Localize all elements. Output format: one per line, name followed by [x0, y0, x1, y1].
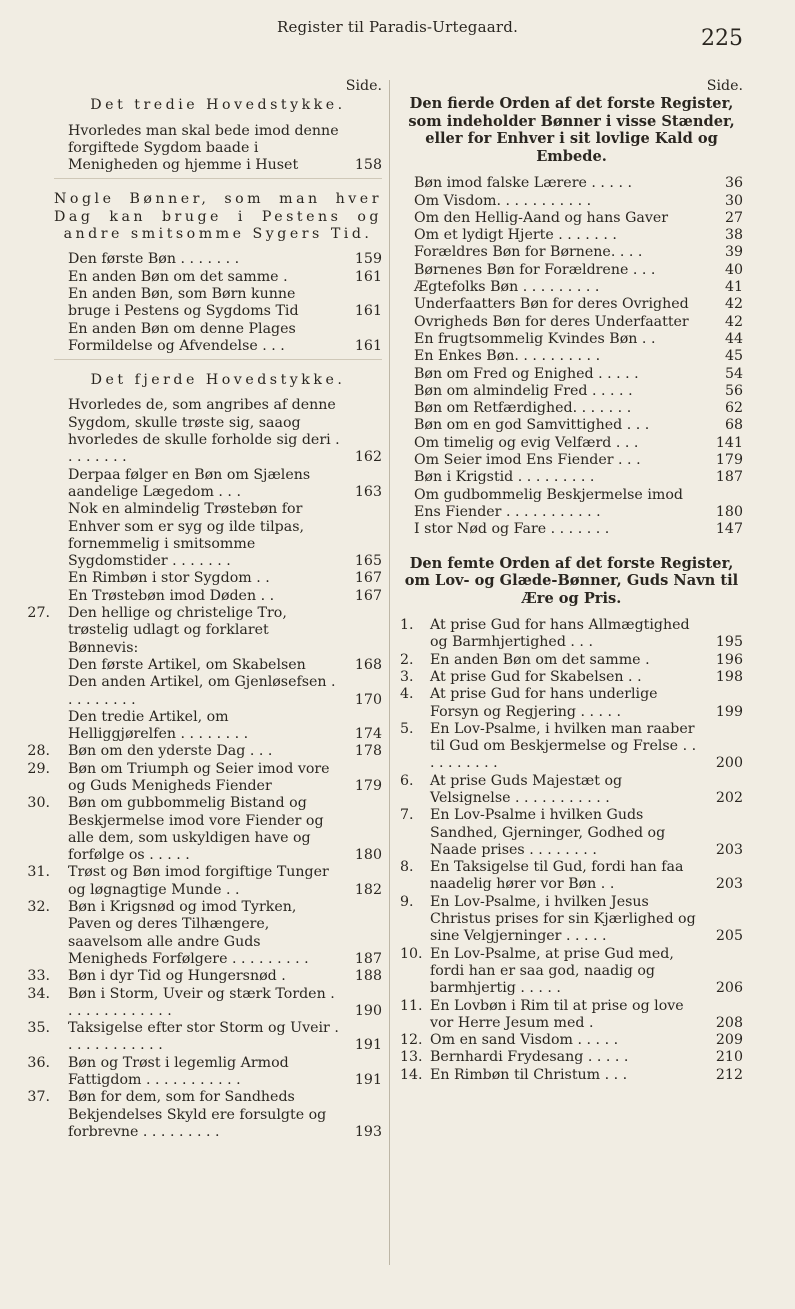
section-heading: Det tredie Hovedstykke.	[90, 97, 346, 114]
left-column	[27, 78, 382, 1141]
section-heading: Den femte Orden af det forste Register, om Lov- og Glæde-Bønner, Guds Navn til Ære og Pris.	[404, 554, 739, 607]
page-ref: 141	[715, 434, 743, 451]
index-entry	[400, 998, 743, 1033]
entry-title: Den første Artikel, om Skabelsen	[68, 656, 306, 673]
page-ref: 200	[715, 755, 743, 772]
index-entry	[400, 652, 743, 669]
page-ref: 209	[715, 1032, 743, 1049]
entry-title: Om gudbommelig Beskjermelse imod Ens Fiender . . . . . . . . . . .	[414, 486, 683, 520]
page-ref: 158	[354, 157, 382, 174]
index-entry	[400, 296, 743, 313]
page-ref: 56	[724, 382, 743, 399]
page-ref: 165	[354, 553, 382, 570]
entry-title: Nok en almindelig Trøstebøn for Enhver som er syg og ilde tilpas, fornemmelig i smitsomme Sygdomstider . . . . . . .	[68, 501, 304, 570]
entry-title: Bøn om almindelig Fred . . . . .	[414, 382, 633, 399]
entry-list	[54, 251, 382, 355]
index-entry	[400, 1032, 743, 1049]
index-entry	[54, 501, 382, 570]
entry-title: Forældres Bøn for Børnene. . . .	[414, 244, 643, 261]
page-ref: 39	[724, 244, 743, 261]
entry-title: En frugtsommelig Kvindes Bøn . .	[414, 330, 656, 347]
index-entry	[400, 175, 743, 192]
index-entry	[27, 1054, 382, 1090]
page-ref: 191	[354, 1072, 382, 1089]
entry-title: Trøst og Bøn imod forgiftige Tunger og løgnagtige Munde . .	[68, 864, 329, 898]
entry-title: En anden Bøn om det samme .	[430, 651, 650, 668]
index-entry	[27, 864, 382, 899]
entry-title: Bøn i Krigstid . . . . . . . . .	[414, 469, 595, 486]
entry-title: En Lovbøn i Rim til at prise og love vor Herre Jesum med .	[430, 997, 684, 1031]
page-ref: 187	[715, 469, 743, 486]
entry-title: En anden Bøn om denne Plages Formildelse og Afvendelse . . .	[68, 320, 296, 354]
entry-title: Taksigelse efter stor Storm og Uveir . . . . . . . . . . . .	[68, 1020, 339, 1054]
page-ref: 161	[354, 303, 382, 320]
entry-number: 36.	[27, 1054, 50, 1071]
entry-number: 35.	[27, 1020, 50, 1037]
side-label: Side.	[706, 78, 743, 94]
index-entry	[400, 400, 743, 417]
entry-title: En Lov-Psalme, i hvilken man raaber til Gud om Beskjermelse og Frelse . . . . . . . . . .	[430, 720, 697, 772]
index-entry	[27, 760, 382, 796]
index-entry	[400, 1049, 743, 1066]
page-ref: 180	[715, 503, 743, 520]
entry-title: En anden Bøn om det samme .	[68, 268, 288, 285]
index-entry	[400, 314, 743, 331]
right-column	[400, 78, 743, 1084]
page-ref: 202	[715, 790, 743, 806]
entry-title: Bøn om en god Samvittighed . . .	[414, 417, 650, 434]
page-ref: 27	[724, 209, 743, 226]
index-entry	[54, 709, 382, 744]
entry-title: At prise Guds Majestæt og Velsignelse . . . . . . . . . . .	[430, 772, 623, 806]
page-ref: 167	[354, 587, 382, 604]
entry-title: Ovrigheds Bøn for deres Underfaatter	[414, 313, 689, 330]
page-ref: 179	[715, 452, 743, 469]
page-ref: 30	[724, 192, 743, 209]
section-heading: Det fjerde Hovedstykke.	[90, 372, 346, 389]
index-entry	[27, 605, 382, 657]
page-ref: 168	[354, 656, 382, 673]
entry-title: At prise Gud for Skabelsen . .	[430, 668, 642, 685]
index-entry	[400, 383, 743, 400]
section-heading: Nogle Bønner, som man hver Dag kan bruge i Pestens og andre smitsomme Sygers Tid.	[54, 191, 382, 243]
entry-number: 28.	[27, 743, 50, 760]
page-ref: 36	[724, 175, 743, 192]
entry-number: 3.	[400, 668, 414, 685]
page-ref: 162	[354, 449, 382, 466]
index-entry	[54, 269, 382, 286]
entry-number: 10.	[400, 945, 423, 962]
page-ref: 161	[354, 268, 382, 285]
index-entry	[400, 617, 743, 652]
index-entry	[400, 859, 743, 894]
index-entry	[54, 251, 382, 268]
index-entry	[400, 773, 743, 808]
entry-number: 14.	[400, 1066, 423, 1083]
entry-number: 6.	[400, 772, 414, 789]
entry-title: Om Visdom. . . . . . . . . . .	[414, 192, 592, 209]
entry-title: En anden Bøn, som Børn kunne bruge i Pestens og Sygdoms Tid	[68, 285, 299, 320]
index-entry	[54, 321, 382, 356]
page-ref: 205	[715, 928, 743, 945]
page-ref: 174	[354, 726, 382, 743]
index-entry	[400, 1067, 743, 1084]
entry-number: 33.	[27, 968, 50, 985]
entry-list	[400, 175, 743, 538]
page-number: 225	[701, 26, 743, 51]
index-entry	[400, 946, 743, 998]
entry-title: Bøn om Fred og Enighed . . . . .	[414, 365, 639, 382]
entry-number: 12.	[400, 1032, 423, 1049]
page-ref: 188	[354, 968, 382, 985]
entry-title: En Taksigelse til Gud, fordi han faa naadelig hører vor Bøn . .	[430, 859, 684, 893]
entry-title: En Lov-Psalme, at prise Gud med, fordi han er saa god, naadig og barmhjertig . . . . .	[430, 945, 674, 997]
index-entry	[400, 894, 743, 946]
entry-title: Om den Hellig-Aand og hans Gaver	[414, 209, 669, 226]
page-ref: 182	[354, 881, 382, 898]
index-entry	[400, 210, 743, 227]
entry-title: Om et lydigt Hjerte . . . . . . .	[414, 227, 617, 244]
page-ref: 42	[724, 313, 743, 330]
entry-title: Den første Bøn . . . . . . .	[68, 251, 240, 268]
index-entry	[27, 1089, 382, 1141]
entry-number: 9.	[400, 893, 414, 910]
index-entry	[27, 743, 382, 760]
divider	[54, 359, 382, 360]
entry-title: Bøn i Storm, Uveir og stærk Torden . . . . . . . . . . . . .	[68, 985, 335, 1019]
page-ref: 196	[715, 651, 743, 668]
divider	[54, 178, 382, 179]
spacer	[400, 539, 743, 555]
page-ref: 161	[354, 337, 382, 354]
page-ref: 54	[724, 365, 743, 382]
page-ref: 178	[354, 743, 382, 760]
entry-title: Derpaa følger en Bøn om Sjælens aandelige Lægedom . . .	[68, 466, 311, 500]
entry-list	[27, 466, 382, 1142]
entry-title: En Trøstebøn imod Døden . .	[68, 587, 275, 604]
page-ref: 163	[354, 483, 382, 500]
entry-title: Om en sand Visdom . . . . .	[430, 1032, 619, 1049]
index-entry	[27, 1020, 382, 1055]
index-entry	[400, 244, 743, 261]
section-intro	[54, 123, 382, 175]
page-ref: 44	[724, 330, 743, 347]
entry-number: 30.	[27, 795, 50, 812]
page-ref: 167	[354, 570, 382, 587]
column-divider	[389, 80, 390, 1265]
index-entry	[27, 985, 382, 1021]
entry-title: At prise Gud for hans Allmægtighed og Barmhjertighed . . .	[430, 617, 690, 651]
side-label: Side.	[345, 78, 382, 94]
page-ref: 203	[715, 876, 743, 893]
index-entry	[400, 279, 743, 296]
index-entry	[400, 435, 743, 452]
entry-title: Den hellige og christelige Tro, trøstelig udlagt og forklaret Bønnevis:	[68, 605, 287, 656]
index-entry	[54, 467, 382, 502]
index-entry	[400, 807, 743, 859]
page-ref: 38	[724, 227, 743, 244]
page-ref: 179	[354, 777, 382, 794]
index-entry	[400, 721, 743, 773]
index-entry	[54, 588, 382, 605]
entry-title: Den tredie Artikel, om Helliggjørelfen . . . . . . . .	[68, 708, 249, 743]
page-ref: 190	[354, 1002, 382, 1019]
page-ref: 203	[715, 841, 743, 858]
entry-title: Bøn om Retfærdighed. . . . . . .	[414, 400, 632, 417]
entry-title: Ægtefolks Bøn . . . . . . . . .	[414, 279, 600, 296]
entry-title: En Enkes Bøn. . . . . . . . . .	[414, 348, 601, 365]
entry-number: 37.	[27, 1089, 50, 1106]
entry-number: 1.	[400, 617, 414, 634]
index-entry	[400, 331, 743, 348]
entry-number: 27.	[27, 605, 50, 622]
index-entry	[54, 286, 382, 321]
index-entry	[400, 487, 743, 522]
page-ref: 199	[715, 703, 743, 720]
entry-title: Den anden Artikel, om Gjenløsefsen . . . . . . . . .	[68, 674, 336, 708]
entry-title: Bøn imod falske Lærere . . . . .	[414, 175, 632, 192]
entry-title: Bøn om den yderste Dag . . .	[68, 743, 273, 760]
page-ref: 212	[715, 1066, 743, 1083]
index-entry	[27, 968, 382, 985]
page-ref: 206	[715, 980, 743, 997]
entry-number: 7.	[400, 807, 414, 824]
index-entry	[400, 452, 743, 469]
page-ref: 68	[724, 417, 743, 434]
page-ref: 187	[354, 950, 382, 967]
entry-title: Bøn om gubbommelig Bistand og Beskjermelse imod vore Fiender og alle dem, som uskyldigen have og forfølge os . . . . .	[68, 795, 324, 864]
page-ref: 41	[724, 279, 743, 296]
index-entry	[27, 899, 382, 968]
entry-title: Bøn om Triumph og Seier imod vore og Guds Menigheds Fiender	[68, 760, 330, 794]
entry-title: I stor Nød og Fare . . . . . . .	[414, 521, 610, 538]
intro-text: Hvorledes de, som angribes af denne Sygdom, skulle trøste sig, saaog hvorledes de skulle forholde sig deri . . . . . . . .	[68, 397, 340, 466]
entry-list	[400, 617, 743, 1084]
index-entry	[400, 366, 743, 383]
page-ref: 62	[724, 400, 743, 417]
page-ref: 198	[715, 668, 743, 685]
page-ref: 191	[354, 1037, 382, 1054]
entry-title: Bøn og Trøst i legemlig Armod Fattigdom . . . . . . . . . . .	[68, 1054, 289, 1089]
page-ref: 45	[724, 348, 743, 365]
entry-title: Bernhardi Frydesang . . . . .	[430, 1049, 629, 1066]
page-ref: 147	[715, 521, 743, 538]
index-entry	[27, 795, 382, 864]
entry-title: Underfaatters Bøn for deres Ovrighed	[414, 296, 689, 313]
page-ref: 159	[354, 251, 382, 268]
page-ref: 193	[354, 1123, 382, 1140]
entry-number: 4.	[400, 686, 414, 703]
entry-number: 2.	[400, 651, 414, 668]
entry-number: 31.	[27, 864, 50, 881]
entry-number: 32.	[27, 899, 50, 916]
page-ref: 210	[715, 1049, 743, 1066]
index-entry	[400, 686, 743, 721]
index-entry	[400, 348, 743, 365]
index-entry	[400, 521, 743, 538]
entry-title: En Rimbøn til Christum . . .	[430, 1066, 628, 1083]
section-intro	[54, 397, 382, 466]
page-ref: 170	[354, 691, 382, 708]
entry-title: Bøn for dem, som for Sandheds Bekjendelses Skyld ere forsulgte og forbrevne . . . . . . . . .	[68, 1089, 327, 1140]
index-entry	[400, 469, 743, 486]
entry-title: En Rimbøn i stor Sygdom . .	[68, 570, 270, 587]
entry-number: 5.	[400, 720, 414, 737]
index-entry	[400, 417, 743, 434]
index-entry	[400, 669, 743, 686]
entry-title: Om Seier imod Ens Fiender . . .	[414, 452, 641, 469]
page-ref: 180	[354, 847, 382, 864]
page-ref: 40	[724, 261, 743, 278]
entry-number: 34.	[27, 985, 50, 1002]
entry-title: Børnenes Bøn for Forældrene . . .	[414, 261, 656, 278]
entry-title: Om timelig og evig Velfærd . . .	[414, 434, 639, 451]
intro-text: Hvorledes man skal bede imod denne forgiftede Sygdom baade i Menigheden og hjemme i Huset	[68, 122, 339, 174]
entry-number: 8.	[400, 859, 414, 876]
entry-title: En Lov-Psalme i hvilken Guds Sandhed, Gjerninger, Godhed og Naade prises . . . . . . . .	[430, 807, 666, 858]
entry-title: En Lov-Psalme, i hvilken Jesus Christus prises for sin Kjærlighed og sine Velgjerninger . . . . .	[430, 893, 696, 945]
section-heading: Den fierde Orden af det forste Register, som indeholder Bønner i visse Stænder, eller for Enhver i sit lovlige Kald og Embede.	[408, 95, 735, 165]
entry-title: Bøn i dyr Tid og Hungersnød .	[68, 968, 286, 985]
index-entry	[400, 262, 743, 279]
running-title: Register til Paradis-Urtegaard.	[276, 18, 519, 36]
entry-number: 13.	[400, 1049, 423, 1066]
index-entry	[54, 674, 382, 709]
index-entry	[400, 193, 743, 210]
index-entry	[54, 570, 382, 587]
index-entry	[54, 657, 382, 674]
entry-title: At prise Gud for hans underlige Forsyn og Regjering . . . . .	[430, 686, 658, 720]
entry-title: Bøn i Krigsnød og imod Tyrken, Paven og deres Tilhængere, saavelsom alle andre Guds Menigheds Forfølgere . . . . . . . . .	[68, 899, 309, 967]
page-ref: 195	[715, 634, 743, 651]
index-entry	[400, 227, 743, 244]
entry-number: 11.	[400, 997, 423, 1014]
page-ref: 42	[724, 296, 743, 313]
entry-number: 29.	[27, 760, 50, 777]
page-ref: 208	[715, 1014, 743, 1031]
